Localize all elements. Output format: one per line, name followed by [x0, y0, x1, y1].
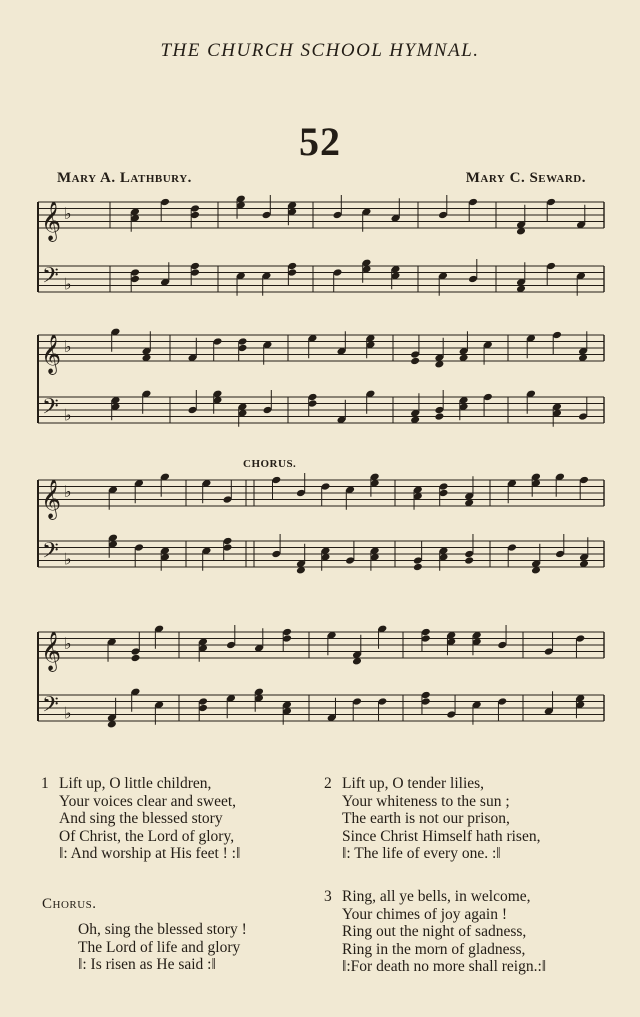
chorus-line: ‖: Is risen as He said :‖ — [78, 956, 216, 973]
verse-line: Your whiteness to the sun ; — [342, 792, 510, 810]
flat-sign: ♭ — [64, 274, 72, 294]
flat-sign: ♭ — [64, 405, 72, 425]
flat-sign: ♭ — [64, 703, 72, 723]
hymn-number: 52 — [299, 119, 341, 164]
flat-sign: ♭ — [64, 336, 72, 356]
treble-clef-icon: 𝄞 — [41, 631, 62, 671]
verse-line: Your chimes of joy again ! — [342, 905, 508, 923]
verse-number: 2 — [324, 775, 332, 792]
verse-2 — [324, 775, 541, 863]
verse-line: Lift up, O little children, — [59, 775, 212, 792]
author-credit: Mary A. Lathbury. — [57, 170, 192, 186]
flat-sign: ♭ — [64, 549, 72, 569]
bass-clef-icon: 𝄢 — [42, 394, 59, 425]
verse-line: ‖:For death no more shall reign.:‖ — [342, 958, 547, 975]
verse-line: Ring in the morn of gladness, — [342, 940, 526, 958]
notehead — [410, 357, 420, 366]
verse-number: 3 — [324, 888, 332, 905]
chorus-marker: CHORUS. — [243, 458, 297, 470]
verse-number: 1 — [41, 775, 49, 792]
bass-clef-icon: 𝄢 — [42, 263, 59, 294]
verse-line: Your voices clear and sweet, — [59, 792, 237, 810]
verse-line: Lift up, O tender lilies, — [342, 775, 485, 792]
bass-clef-icon: 𝄢 — [42, 692, 59, 723]
chorus-text — [78, 921, 247, 974]
flat-sign: ♭ — [64, 203, 72, 223]
chorus-line: The Lord of life and glory — [78, 938, 241, 956]
composer-credit: Mary C. Seward. — [465, 170, 586, 186]
bass-clef-icon: 𝄢 — [42, 538, 59, 569]
verse-1 — [41, 775, 241, 863]
verse-3 — [324, 888, 547, 976]
notehead — [434, 412, 444, 421]
treble-clef-icon: 𝄞 — [41, 201, 62, 241]
verse-line: And sing the blessed story — [59, 810, 223, 827]
flat-sign: ♭ — [64, 633, 72, 653]
chorus-heading: Chorus. — [42, 896, 97, 912]
verse-line: Ring, all ye bells, in welcome, — [342, 888, 531, 905]
verse-line: Of Christ, the Lord of glory, — [59, 827, 235, 845]
treble-clef-icon: 𝄞 — [41, 479, 62, 519]
notehead — [464, 556, 474, 565]
notehead — [413, 563, 423, 572]
chorus-line: Oh, sing the blessed story ! — [78, 921, 247, 938]
notehead — [131, 654, 141, 663]
verse-line: Since Christ Himself hath risen, — [342, 827, 541, 845]
flat-sign: ♭ — [64, 481, 72, 501]
verse-line: ‖: And worship at His feet ! :‖ — [59, 845, 241, 862]
treble-clef-icon: 𝄞 — [41, 334, 62, 374]
verse-line: The earth is not our prison, — [342, 810, 510, 827]
running-head: THE CHURCH SCHOOL HYMNAL. — [160, 40, 480, 61]
verse-line: ‖: The life of every one. :‖ — [342, 845, 501, 862]
verse-line: Ring out the night of sadness, — [342, 923, 527, 940]
